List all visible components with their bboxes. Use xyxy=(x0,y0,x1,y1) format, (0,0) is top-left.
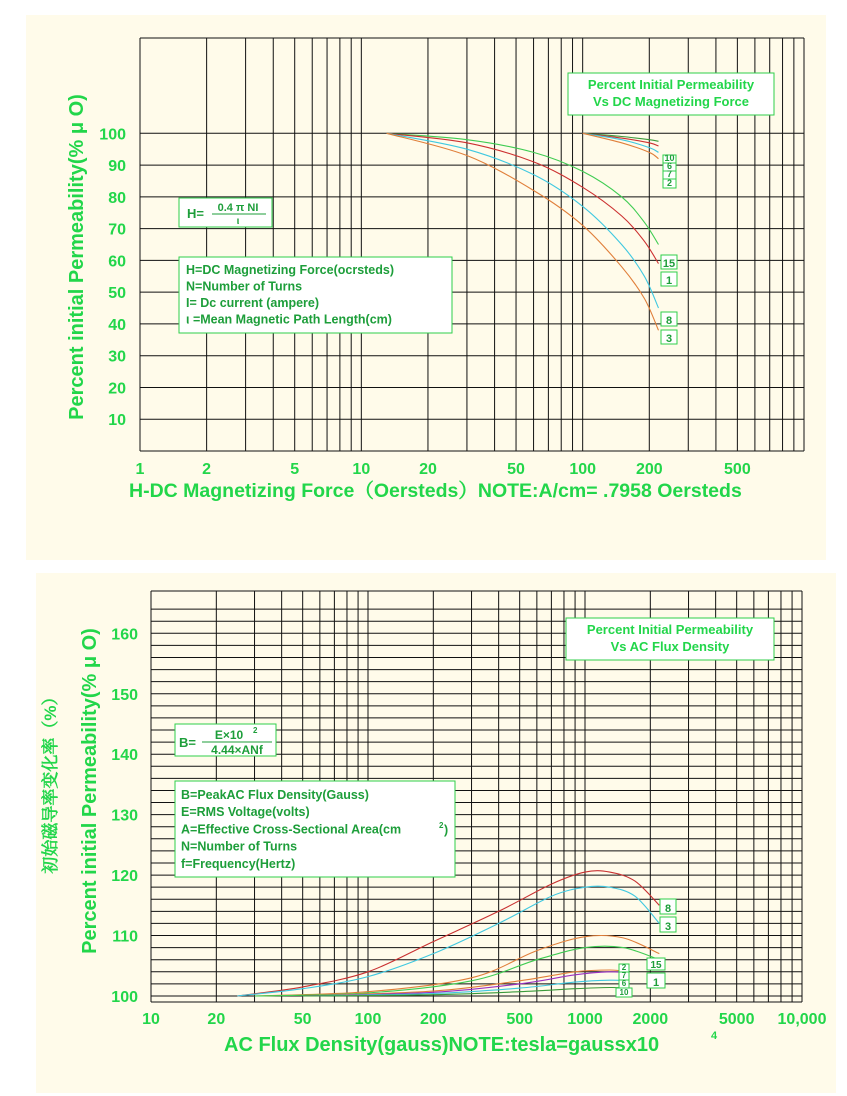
dc-y-tick-label: 80 xyxy=(108,189,126,207)
dc-legend-line: N=Number of Turns xyxy=(186,279,303,294)
dc-chart-svg xyxy=(26,15,826,560)
dc-series-label: 10 xyxy=(664,153,675,163)
dc-legend xyxy=(179,257,452,333)
dc-series-1-line xyxy=(387,133,659,263)
ac-legend-line: B=PeakAC Flux Density(Gauss) xyxy=(181,788,369,802)
ac-y-tick-label: 130 xyxy=(111,807,138,825)
ac-series-label: 6 xyxy=(621,979,627,988)
ac-x-axis-title-exponent: 4 xyxy=(711,1030,718,1042)
ac-series-label: 7 xyxy=(621,971,627,980)
ac-y-tick-label: 100 xyxy=(111,988,138,1006)
ac-legend-line: f=Frequency(Hertz) xyxy=(181,856,296,871)
ac-x-tick-label: 200 xyxy=(419,1011,447,1028)
dc-x-tick-label: 20 xyxy=(419,461,437,478)
ac-title-line1: Percent Initial Permeability xyxy=(586,622,754,637)
dc-x-tick-label: 10 xyxy=(352,461,371,478)
dc-x-tick-label: 5 xyxy=(290,461,300,478)
dc-x-tick-label: 2 xyxy=(202,461,212,478)
dc-y-tick-label: 30 xyxy=(108,348,126,366)
ac-series-label: 3 xyxy=(664,921,672,933)
ac-series-label: 8 xyxy=(664,903,672,915)
chart-panel-dc xyxy=(26,15,826,560)
ac-legend xyxy=(175,781,455,877)
ac-y-tick-label: 120 xyxy=(111,868,138,886)
dc-x-tick-label: 500 xyxy=(724,461,751,478)
ac-x-tick-label: 10,000 xyxy=(777,1011,827,1028)
dc-legend-line: H=DC Magnetizing Force(ocrsteds) xyxy=(186,263,395,277)
ac-chart-svg xyxy=(36,573,836,1093)
dc-x-tick-label: 50 xyxy=(507,461,525,478)
dc-series-label: 6 xyxy=(666,161,673,171)
dc-y-tick-label: 60 xyxy=(108,253,126,271)
ac-legend-line: A=Effective Cross-Sectional Area(cm xyxy=(181,822,402,837)
ac-series-label: 1 xyxy=(652,977,660,989)
dc-series-label: 15 xyxy=(662,258,676,270)
ac-series-8-line xyxy=(237,871,659,996)
dc-y-tick-label: 40 xyxy=(108,316,126,334)
ac-series-label: 10 xyxy=(619,988,629,997)
ac-y-tick-label: 140 xyxy=(111,747,138,765)
ac-legend-line: N=Number of Turns xyxy=(181,839,298,854)
ac-formula-numerator: E×10 xyxy=(214,728,244,742)
ac-x-tick-label: 20 xyxy=(207,1011,226,1028)
ac-x-tick-label: 50 xyxy=(293,1011,312,1028)
ac-series-label: 2 xyxy=(621,963,627,972)
dc-x-tick-label: 200 xyxy=(635,461,663,478)
ac-formula-denominator: 4.44×ANf xyxy=(211,743,263,757)
ac-formula-numerator-exponent: 2 xyxy=(253,726,258,735)
dc-series-label: 7 xyxy=(666,169,673,179)
dc-legend-line: I= Dc current (ampere) xyxy=(186,296,320,310)
dc-y-tick-label: 50 xyxy=(108,285,126,303)
ac-series-3-line xyxy=(237,886,659,996)
ac-y-tick-label: 150 xyxy=(111,686,138,704)
dc-y-tick-label: 10 xyxy=(108,412,126,430)
dc-y-tick-label: 20 xyxy=(108,380,126,398)
dc-y-tick-label: 90 xyxy=(108,158,126,176)
dc-x-tick-label: 100 xyxy=(569,461,597,478)
dc-x-tick-label: 1 xyxy=(135,461,145,478)
ac-x-tick-label: 2000 xyxy=(632,1011,669,1028)
dc-y-axis-title: Percent initial Permeability(% μ O) xyxy=(66,94,88,420)
ac-x-tick-label: 10 xyxy=(142,1011,160,1028)
dc-formula xyxy=(179,198,272,227)
ac-series-label: 15 xyxy=(650,960,662,971)
ac-y-axis-title-cn: 初始磁导率变化率（%） xyxy=(41,688,60,874)
dc-formula-denominator: ι xyxy=(236,216,240,227)
ac-x-tick-label: 5000 xyxy=(718,1011,755,1028)
ac-y-tick-label: 160 xyxy=(111,626,138,644)
dc-series-2-line xyxy=(583,133,659,158)
dc-series-label: 2 xyxy=(666,178,673,188)
dc-title-line2: Vs DC Magnetizing Force xyxy=(592,94,750,109)
dc-formula-numerator: 0.4 π NI xyxy=(217,202,259,214)
ac-y-axis-title: Percent initial Permeability(% μ O) xyxy=(79,628,101,954)
ac-legend-line: E=RMS Voltage(volts) xyxy=(181,805,310,820)
dc-legend-line: ι =Mean Magnetic Path Length(cm) xyxy=(186,312,392,327)
ac-formula xyxy=(175,724,276,757)
dc-formula-lhs: H= xyxy=(187,206,204,221)
dc-series-label: 8 xyxy=(665,315,673,327)
dc-x-axis-title: H-DC Magnetizing Force（Oersteds）NOTE:A/cm= .7958 Oersteds xyxy=(129,480,742,502)
dc-y-tick-label: 100 xyxy=(99,126,126,144)
ac-legend-paren: ) xyxy=(444,823,449,837)
chart-panel-ac xyxy=(36,573,836,1093)
dc-series-label: 1 xyxy=(665,275,673,287)
ac-x-axis-title: AC Flux Density(gauss)NOTE:tesla=gaussx10 xyxy=(224,1034,660,1056)
dc-series-15-line xyxy=(387,133,659,244)
dc-y-tick-label: 70 xyxy=(108,221,126,239)
ac-x-tick-label: 1000 xyxy=(567,1011,603,1028)
dc-series-label: 3 xyxy=(665,333,673,345)
ac-legend-exponent: 2 xyxy=(439,821,444,830)
ac-x-tick-label: 500 xyxy=(506,1011,534,1028)
ac-x-tick-label: 100 xyxy=(354,1011,382,1028)
ac-formula-lhs: B= xyxy=(179,735,196,750)
dc-title-line1: Percent Initial Permeability xyxy=(587,77,755,92)
ac-y-tick-label: 110 xyxy=(112,928,138,946)
ac-title-line2: Vs AC Flux Density xyxy=(610,639,730,654)
dc-series-labels xyxy=(661,153,677,345)
